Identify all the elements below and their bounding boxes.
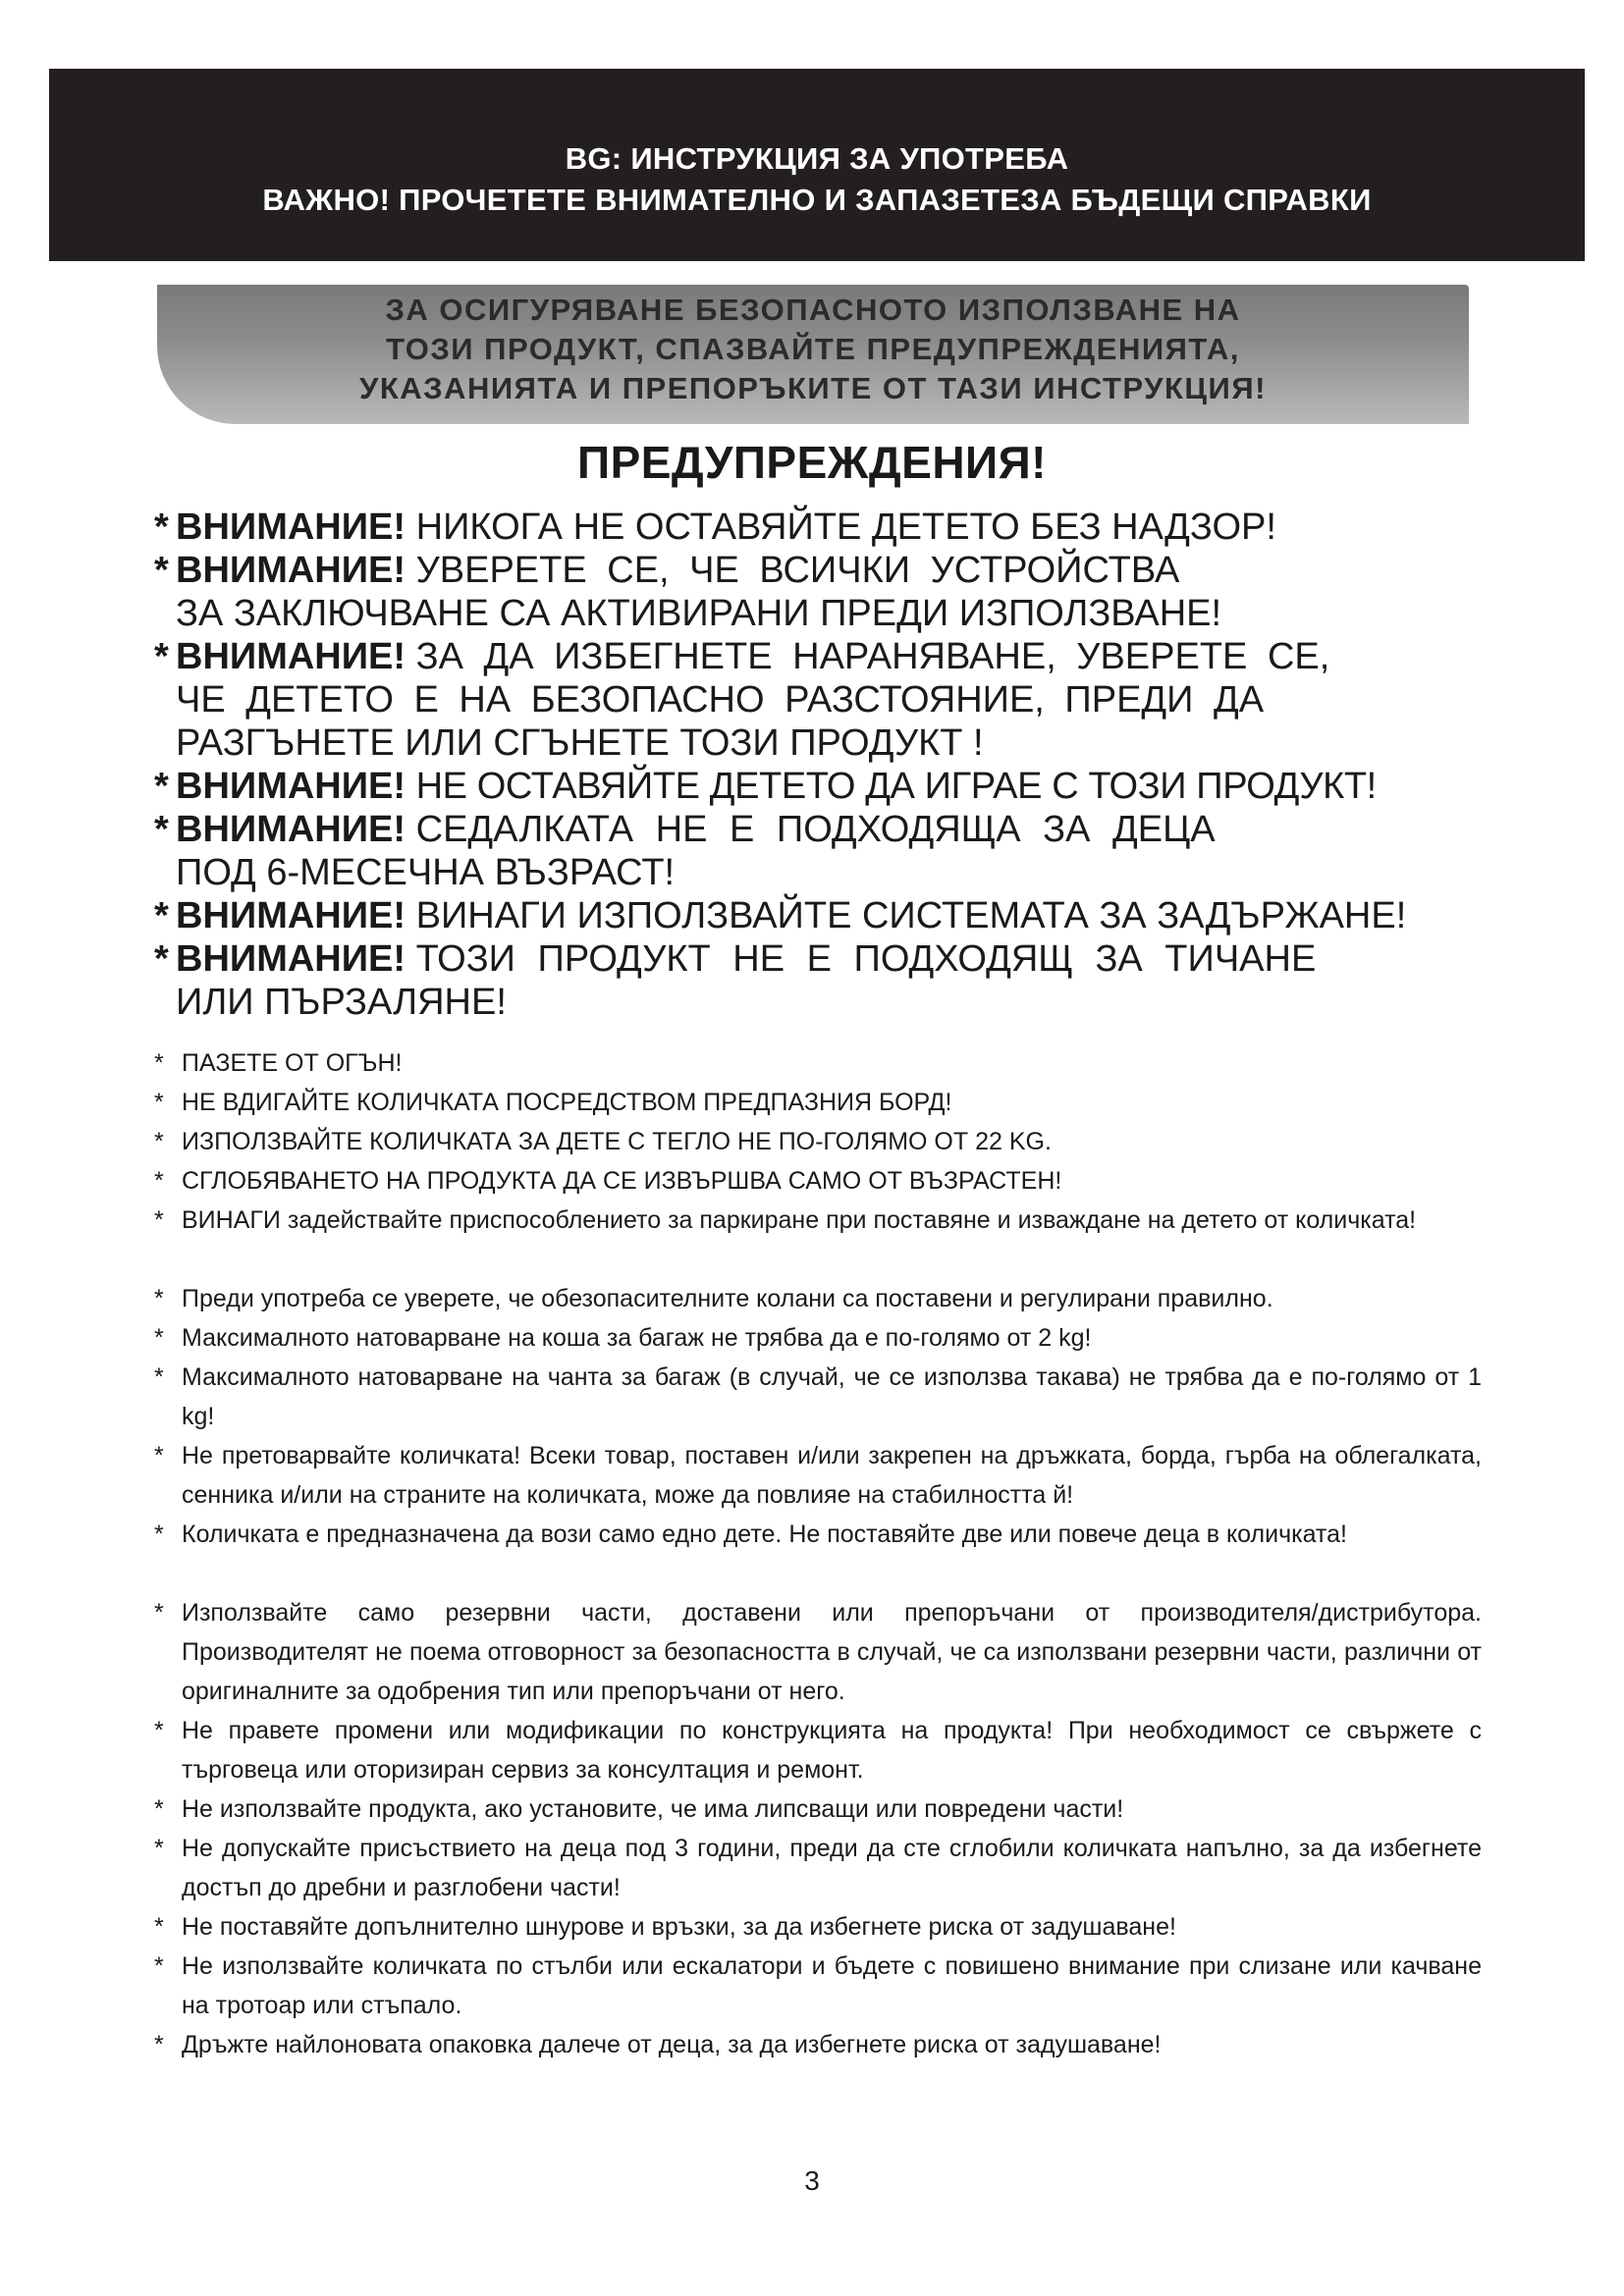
note-item	[154, 1436, 1482, 1515]
page-number: 3	[804, 2165, 820, 2196]
note-text: Не правете промени или модификации по конструкцията на продукта! При необходимост се свържете с търговеца или оторизиран сервиз за консултация и ремонт.	[182, 1717, 1482, 1784]
note-text: Количката е предназначена да вози само едно дете. Не поставяйте две или повече деца в количката!	[182, 1521, 1347, 1548]
note-text: ПАЗЕТЕ ОТ ОГЪН!	[182, 1049, 403, 1077]
bullet-star: *	[154, 1049, 164, 1077]
bullet-star: *	[154, 1952, 164, 1980]
warning-label: ВНИМАНИЕ!	[176, 809, 406, 850]
bullet-star: *	[154, 1324, 164, 1352]
bullet-star: *	[154, 766, 169, 807]
note-text: Не претоварвайте количката! Всеки товар, поставен и/или закрепен на дръжката, борда, гърба на облегалката, сенника и/или на страните на количката, може да повлияе на стабилността й!	[182, 1442, 1482, 1509]
note-text: Дръжте найлоновата опаковка далече от деца, за да избегнете риска от задушаване!	[182, 2031, 1162, 2058]
warning-text: НЕ ОСТАВЯЙТЕ ДЕТЕТО ДА ИГРАЕ С ТОЗИ ПРОДУКТ!	[415, 766, 1377, 807]
warning-label: ВНИМАНИЕ!	[176, 550, 406, 591]
warning-item	[154, 808, 1529, 894]
note-item	[154, 1161, 1482, 1201]
bullet-star: *	[154, 1717, 164, 1744]
warning-text-cont: РАЗГЪНЕТЕ ИЛИ СГЪНЕТЕ ТОЗИ ПРОДУКТ !	[176, 722, 984, 764]
warning-text-cont: ЧЕ ДЕТЕТО Е НА БЕЗОПАСНО РАЗСТОЯНИЕ, ПРЕДИ ДА	[176, 679, 1265, 721]
bullet-star: *	[154, 507, 169, 548]
note-item	[154, 1279, 1482, 1318]
warning-label: ВНИМАНИЕ!	[176, 938, 406, 980]
note-item	[154, 2025, 1482, 2064]
note-text: ВИНАГИ задействайте приспособлението за паркиране при поставяне и изваждане на детето от количката!	[182, 1206, 1417, 1234]
note-text: Не допускайте присъствието на деца под 3 години, преди да сте сглобили количката напълно, за да избегнете достъп до дребни и разглобени части!	[182, 1835, 1482, 1901]
note-item	[154, 1515, 1482, 1554]
warning-text: СЕДАЛКАТА НЕ Е ПОДХОДЯЩА ЗА ДЕЦА	[415, 809, 1216, 850]
bullet-star: *	[154, 2031, 164, 2058]
note-text: НЕ ВДИГАЙТЕ КОЛИЧКАТА ПОСРЕДСТВОМ ПРЕДПАЗНИЯ БОРД!	[182, 1089, 952, 1116]
note-text: Преди употреба се уверете, че обезопасителните колани са поставени и регулирани правилно.	[182, 1285, 1273, 1312]
note-item	[154, 1318, 1482, 1358]
warning-text-cont: ПОД 6-МЕСЕЧНА ВЪЗРАСТ!	[176, 852, 676, 893]
bullet-star: *	[154, 1913, 164, 1941]
note-item	[154, 1789, 1482, 1829]
header-bar	[49, 69, 1585, 261]
note-text: Не използвайте продукта, ако установите, че има липсващи или повредени части!	[182, 1795, 1124, 1823]
bullet-star: *	[154, 1795, 164, 1823]
note-item	[154, 1947, 1482, 2025]
bullet-star: *	[154, 1285, 164, 1312]
banner-line-2: ТОЗИ ПРОДУКТ, СПАЗВАЙТЕ ПРЕДУПРЕЖДЕНИЯТА,	[386, 332, 1240, 366]
bullet-star: *	[154, 1167, 164, 1195]
warning-text: НИКОГА НЕ ОСТАВЯЙТЕ ДЕТЕТО БЕЗ НАДЗОР!	[415, 507, 1276, 548]
bullet-star: *	[154, 1363, 164, 1391]
warning-label: ВНИМАНИЕ!	[176, 636, 406, 677]
bullet-star: *	[154, 1442, 164, 1469]
warning-item	[154, 506, 1529, 549]
note-item	[154, 1593, 1482, 1711]
note-item	[154, 1122, 1482, 1161]
header-subtitle: ВАЖНО! ПРОЧЕТЕТЕ ВНИМАТЕЛНО И ЗАПАЗЕТЕЗА БЪДЕЩИ СПРАВКИ	[262, 183, 1372, 217]
note-item	[154, 1201, 1482, 1240]
note-text: СГЛОБЯВАНЕТО НА ПРОДУКТА ДА СЕ ИЗВЪРШВА САМО ОТ ВЪЗРАСТЕН!	[182, 1167, 1062, 1195]
warning-label: ВНИМАНИЕ!	[176, 766, 406, 807]
note-item	[154, 1711, 1482, 1789]
bullet-star: *	[154, 1521, 164, 1548]
note-text: Максималното натоварване на коша за багаж не трябва да е по-голямо от 2 kg!	[182, 1324, 1092, 1352]
warning-text: УВЕРЕТЕ СЕ, ЧЕ ВСИЧКИ УСТРОЙСТВА	[415, 550, 1180, 591]
bullet-star: *	[154, 550, 169, 591]
bullet-star: *	[154, 938, 169, 980]
warnings-title: ПРЕДУПРЕЖДЕНИЯ!	[577, 437, 1047, 488]
warning-text-cont: ИЛИ ПЪРЗАЛЯНЕ!	[176, 982, 507, 1023]
bullet-star: *	[154, 1128, 164, 1155]
header-title: BG: ИНСТРУКЦИЯ ЗА УПОТРЕБА	[565, 141, 1069, 176]
bullet-star: *	[154, 1206, 164, 1234]
warning-item	[154, 894, 1529, 937]
warning-label: ВНИМАНИЕ!	[176, 507, 406, 548]
safety-banner	[157, 285, 1469, 424]
banner-line-1: ЗА ОСИГУРЯВАНЕ БЕЗОПАСНОТО ИЗПОЛЗВАНЕ НА	[385, 293, 1241, 327]
note-item	[154, 1829, 1482, 1907]
note-item	[154, 1043, 1482, 1083]
warning-text: ЗА ДА ИЗБЕГНЕТЕ НАРАНЯВАНЕ, УВЕРЕТЕ СЕ,	[415, 636, 1330, 677]
bullet-star: *	[154, 895, 169, 936]
bullet-star: *	[154, 1835, 164, 1862]
warning-item	[154, 635, 1529, 765]
note-item	[154, 1083, 1482, 1122]
bullet-star: *	[154, 809, 169, 850]
warning-text: ВИНАГИ ИЗПОЛЗВАЙТЕ СИСТЕМАТА ЗА ЗАДЪРЖАНЕ!	[415, 895, 1407, 936]
note-text: Не използвайте количката по стълби или ескалатори и бъдете с повишено внимание при слизане или качване на тротоар или стъпало.	[182, 1952, 1482, 2019]
note-text: Максималното натоварване на чанта за багаж (в случай, че се използва такава) не трябва да е по-голямо от 1 kg!	[182, 1363, 1482, 1430]
warning-item	[154, 937, 1529, 1024]
warning-item	[154, 549, 1529, 635]
bullet-star: *	[154, 636, 169, 677]
warning-text-cont: ЗА ЗАКЛЮЧВАНЕ СА АКТИВИРАНИ ПРЕДИ ИЗПОЛЗВАНЕ!	[176, 593, 1222, 634]
bullet-star: *	[154, 1599, 164, 1627]
warning-item	[154, 765, 1529, 808]
note-item	[154, 1358, 1482, 1436]
note-text: Използвайте само резервни части, доставени или препоръчани от производителя/дистрибутора. Производителят не поема отговорност за безопасността в случай, че са използвани резервни части, различни от оригиналните за одобрения тип или препоръчани от него.	[182, 1599, 1482, 1705]
warning-label: ВНИМАНИЕ!	[176, 895, 406, 936]
banner-line-3: УКАЗАНИЯТА И ПРЕПОРЪКИТЕ ОТ ТАЗИ ИНСТРУКЦИЯ!	[359, 371, 1267, 405]
warning-text: ТОЗИ ПРОДУКТ НЕ Е ПОДХОДЯЩ ЗА ТИЧАНЕ	[415, 938, 1317, 980]
note-item	[154, 1907, 1482, 1947]
bullet-star: *	[154, 1089, 164, 1116]
note-text: ИЗПОЛЗВАЙТЕ КОЛИЧКАТА ЗА ДЕТЕ С ТЕГЛО НЕ ПО-ГОЛЯМО ОТ 22 KG.	[182, 1128, 1052, 1155]
note-text: Не поставяйте допълнително шнурове и връзки, за да избегнете риска от задушаване!	[182, 1913, 1176, 1941]
